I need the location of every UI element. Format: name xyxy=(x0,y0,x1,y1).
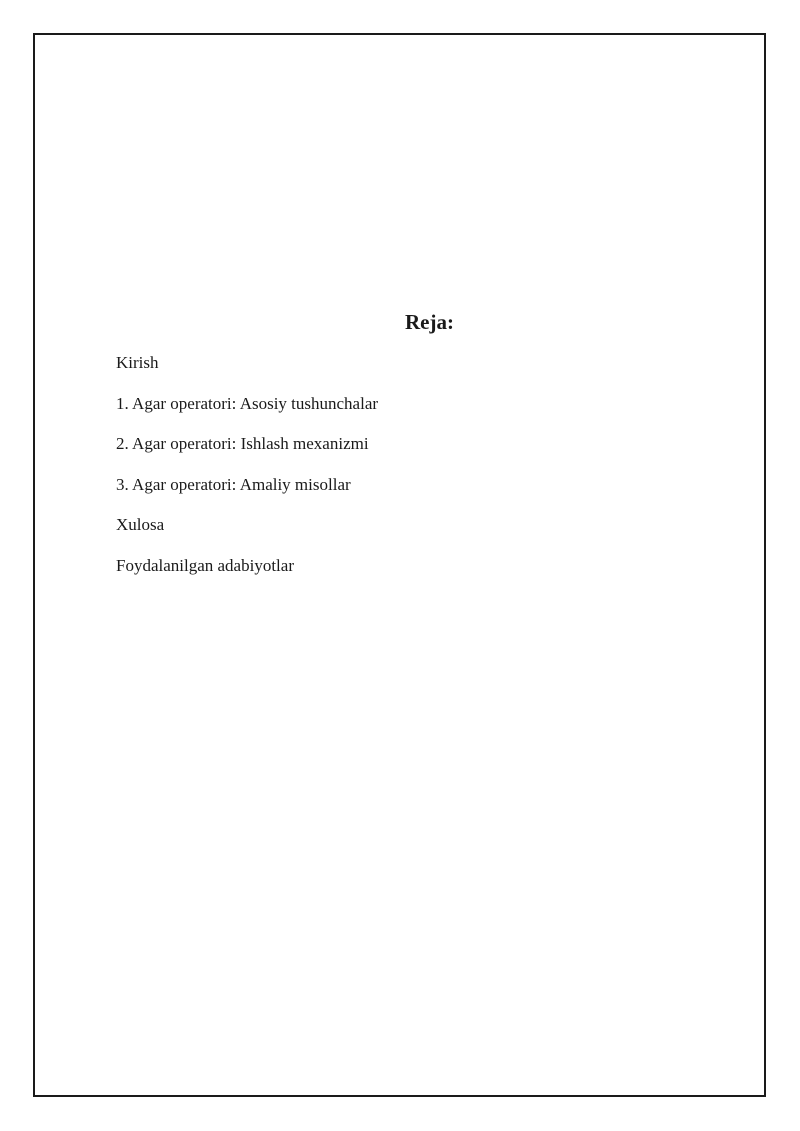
toc-item-section-2: 2. Agar operatori: Ishlash mexanizmi xyxy=(116,434,369,453)
toc-item-references: Foydalanilgan adabiyotlar xyxy=(116,555,294,575)
toc-item-conclusion: Xulosa xyxy=(116,515,165,534)
page-border-frame xyxy=(33,33,766,1097)
toc-item-section-3: 3. Agar operatori: Amaliy misollar xyxy=(116,474,351,494)
table-of-contents xyxy=(116,351,378,578)
toc-item-section-1: 1. Agar operatori: Asosiy tushunchalar xyxy=(116,393,379,413)
page-title: Reja: xyxy=(405,310,454,334)
toc-item-introduction: Kirish xyxy=(116,353,159,372)
